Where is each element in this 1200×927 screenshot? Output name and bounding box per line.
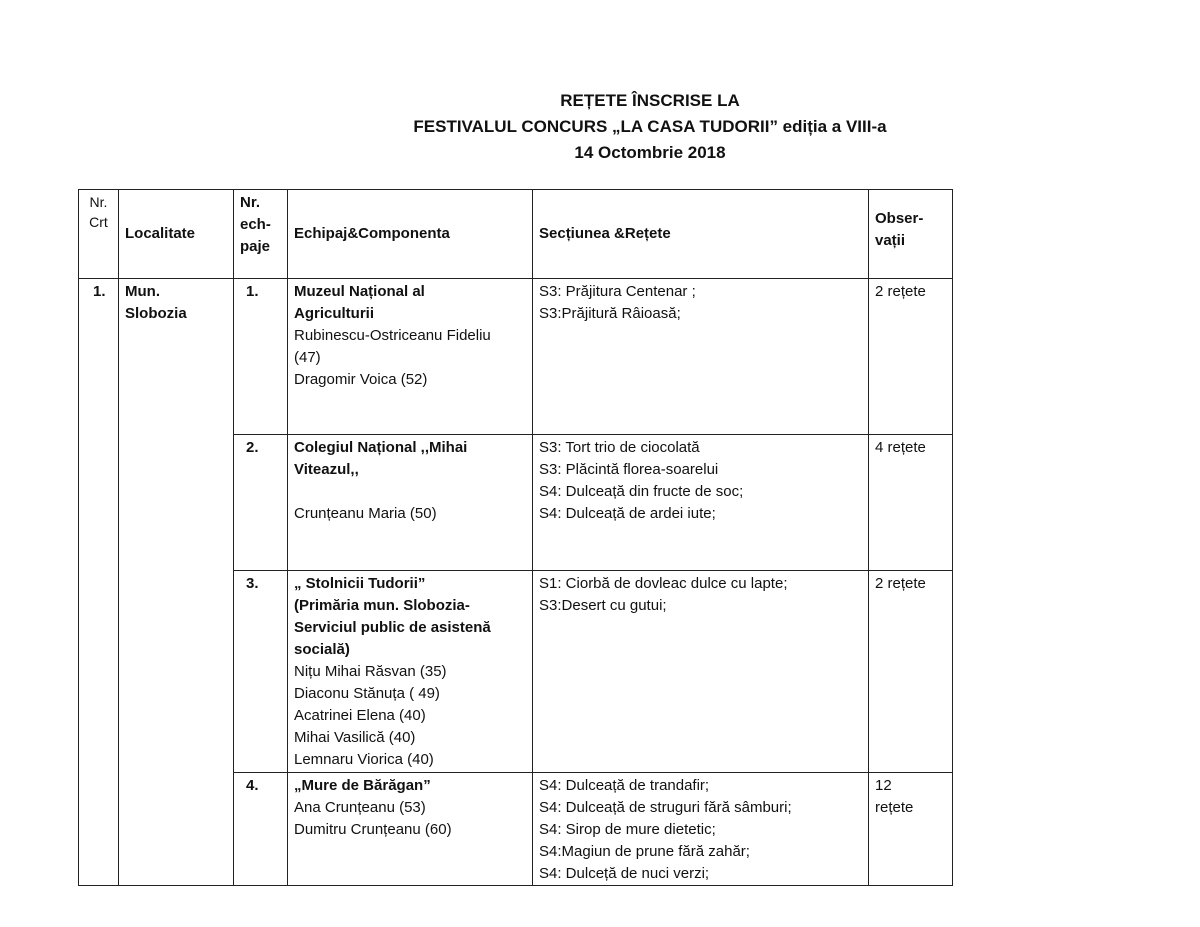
team-number: 3. bbox=[234, 571, 288, 773]
document-title-line-1: REȚETE ÎNSCRISE LA bbox=[560, 91, 740, 110]
observations-cell: 4 rețete bbox=[869, 435, 953, 571]
header-observatii: Obser- vații bbox=[869, 190, 953, 279]
row-number: 1. bbox=[79, 279, 119, 886]
observations-cell: 2 rețete bbox=[869, 571, 953, 773]
header-nr-crt: Nr. Crt bbox=[79, 190, 119, 279]
team-cell: „Mure de Bărăgan” Ana Crunțeanu (53) Dumitru Crunțeanu (60) bbox=[288, 773, 533, 886]
recipes-cell: S3: Prăjitura Centenar ; S3:Prăjitură Râioasă; bbox=[533, 279, 869, 435]
team-number: 4. bbox=[234, 773, 288, 886]
header-sectiunea: Secțiunea &Rețete bbox=[533, 190, 869, 279]
table-header-row bbox=[79, 190, 953, 279]
team-cell: Muzeul Național al Agriculturii Rubinescu-Ostriceanu Fideliu (47) Dragomir Voica (52) bbox=[288, 279, 533, 435]
recipes-cell: S3: Tort trio de ciocolată S3: Plăcintă florea-soarelui S4: Dulceață din fructe de soc; S4: Dulceață de ardei iute; bbox=[533, 435, 869, 571]
observations-cell: 2 rețete bbox=[869, 279, 953, 435]
team-cell: Colegiul Național ,,Mihai Viteazul,, Crunțeanu Maria (50) bbox=[288, 435, 533, 571]
recipes-cell: S4: Dulceață de trandafir; S4: Dulceață de struguri fără sâmburi; S4: Sirop de mure dietetic; S4:Magiun de prune fără zahăr; S4: Dulceță de nuci verzi; bbox=[533, 773, 869, 886]
localitate-cell: Mun. Slobozia bbox=[119, 279, 234, 886]
team-number: 1. bbox=[234, 279, 288, 435]
team-cell: „ Stolnicii Tudorii” (Primăria mun. Slobozia- Serviciul public de asistenă socială) Nițu Mihai Răsvan (35) Diaconu Stănuța ( 49) Acatrinei Elena (40) Mihai Vasilică (40) Lemnaru Viorica (40) bbox=[288, 571, 533, 773]
header-localitate: Localitate bbox=[119, 190, 234, 279]
team-number: 2. bbox=[234, 435, 288, 571]
observations-cell: 12 rețete bbox=[869, 773, 953, 886]
header-nr-echipaje: Nr. ech- paje bbox=[234, 190, 288, 279]
header-echipaj: Echipaj&Componenta bbox=[288, 190, 533, 279]
table-row bbox=[79, 279, 953, 435]
document-title-date: 14 Octombrie 2018 bbox=[574, 143, 726, 162]
recipes-cell: S1: Ciorbă de dovleac dulce cu lapte; S3:Desert cu gutui; bbox=[533, 571, 869, 773]
document-title-line-2: FESTIVALUL CONCURS „LA CASA TUDORII” ediția a VIII-a bbox=[413, 117, 887, 136]
recipes-table-wrapper bbox=[78, 189, 953, 886]
recipes-table bbox=[78, 189, 953, 886]
